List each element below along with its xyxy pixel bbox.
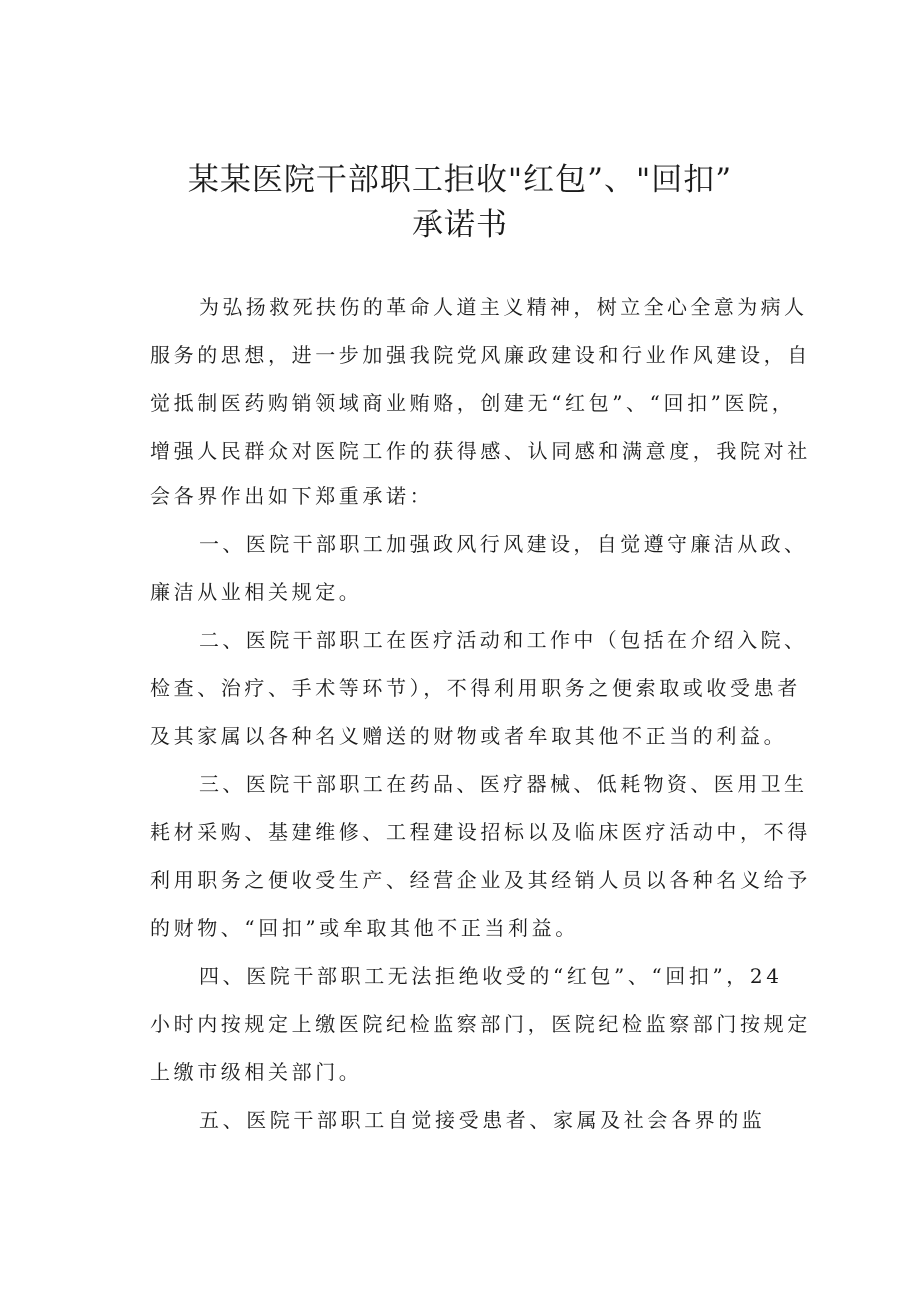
paragraph-intro-line-4: 增强人民群众对医院工作的获得感、认同感和满意度，我院对社 bbox=[150, 439, 811, 463]
clause-5-line-1: 五、医院干部职工自觉接受患者、家属及社会各界的监 bbox=[199, 1108, 766, 1132]
document-title: 某某医院干部职工拒收"红包”、"回扣” bbox=[187, 162, 733, 198]
paragraph-intro-line-2: 服务的思想，进一步加强我院党风廉政建设和行业作风建设，自 bbox=[150, 343, 811, 367]
document-title-line2: 承诺书 bbox=[412, 207, 508, 243]
clause-1-line-2: 廉洁从业相关规定。 bbox=[150, 580, 363, 604]
clause-2-line-2: 检查、治疗、手术等环节），不得利用职务之便索取或收受患者 bbox=[150, 676, 801, 700]
paragraph-intro-line-5: 会各界作出如下郑重承诺： bbox=[150, 484, 434, 508]
clause-3-line-4: 的财物、“回扣”或牟取其他不正当利益。 bbox=[150, 916, 579, 940]
clause-2-line-1: 二、医院干部职工在医疗活动和工作中（包括在介绍入院、 bbox=[199, 628, 808, 652]
clause-4-line-1: 四、医院干部职工无法拒绝收受的“红包”、“回扣”，24 bbox=[199, 964, 783, 988]
clause-3-line-1: 三、医院干部职工在药品、医疗器械、低耗物资、医用卫生 bbox=[199, 772, 808, 796]
clause-3-line-2: 耗材采购、基建维修、工程建设招标以及临床医疗活动中，不得 bbox=[150, 820, 811, 844]
clause-4-line-2: 小时内按规定上缴医院纪检监察部门，医院纪检监察部门按规定 bbox=[150, 1012, 811, 1036]
paragraph-intro-line-1: 为弘扬救死扶伤的革命人道主义精神，树立全心全意为病人 bbox=[199, 295, 808, 319]
clause-4-line-3: 上缴市级相关部门。 bbox=[150, 1060, 363, 1084]
paragraph-intro-line-3: 觉抵制医药购销领域商业贿赂，创建无“红包”、“回扣”医院， bbox=[150, 391, 796, 415]
clause-2-line-3: 及其家属以各种名义赠送的财物或者牟取其他不正当的利益。 bbox=[150, 724, 788, 748]
clause-3-line-3: 利用职务之便收受生产、经营企业及其经销人员以各种名义给予 bbox=[150, 868, 811, 892]
clause-1-line-1: 一、医院干部职工加强政风行风建设，自觉遵守廉洁从政、 bbox=[199, 532, 808, 556]
